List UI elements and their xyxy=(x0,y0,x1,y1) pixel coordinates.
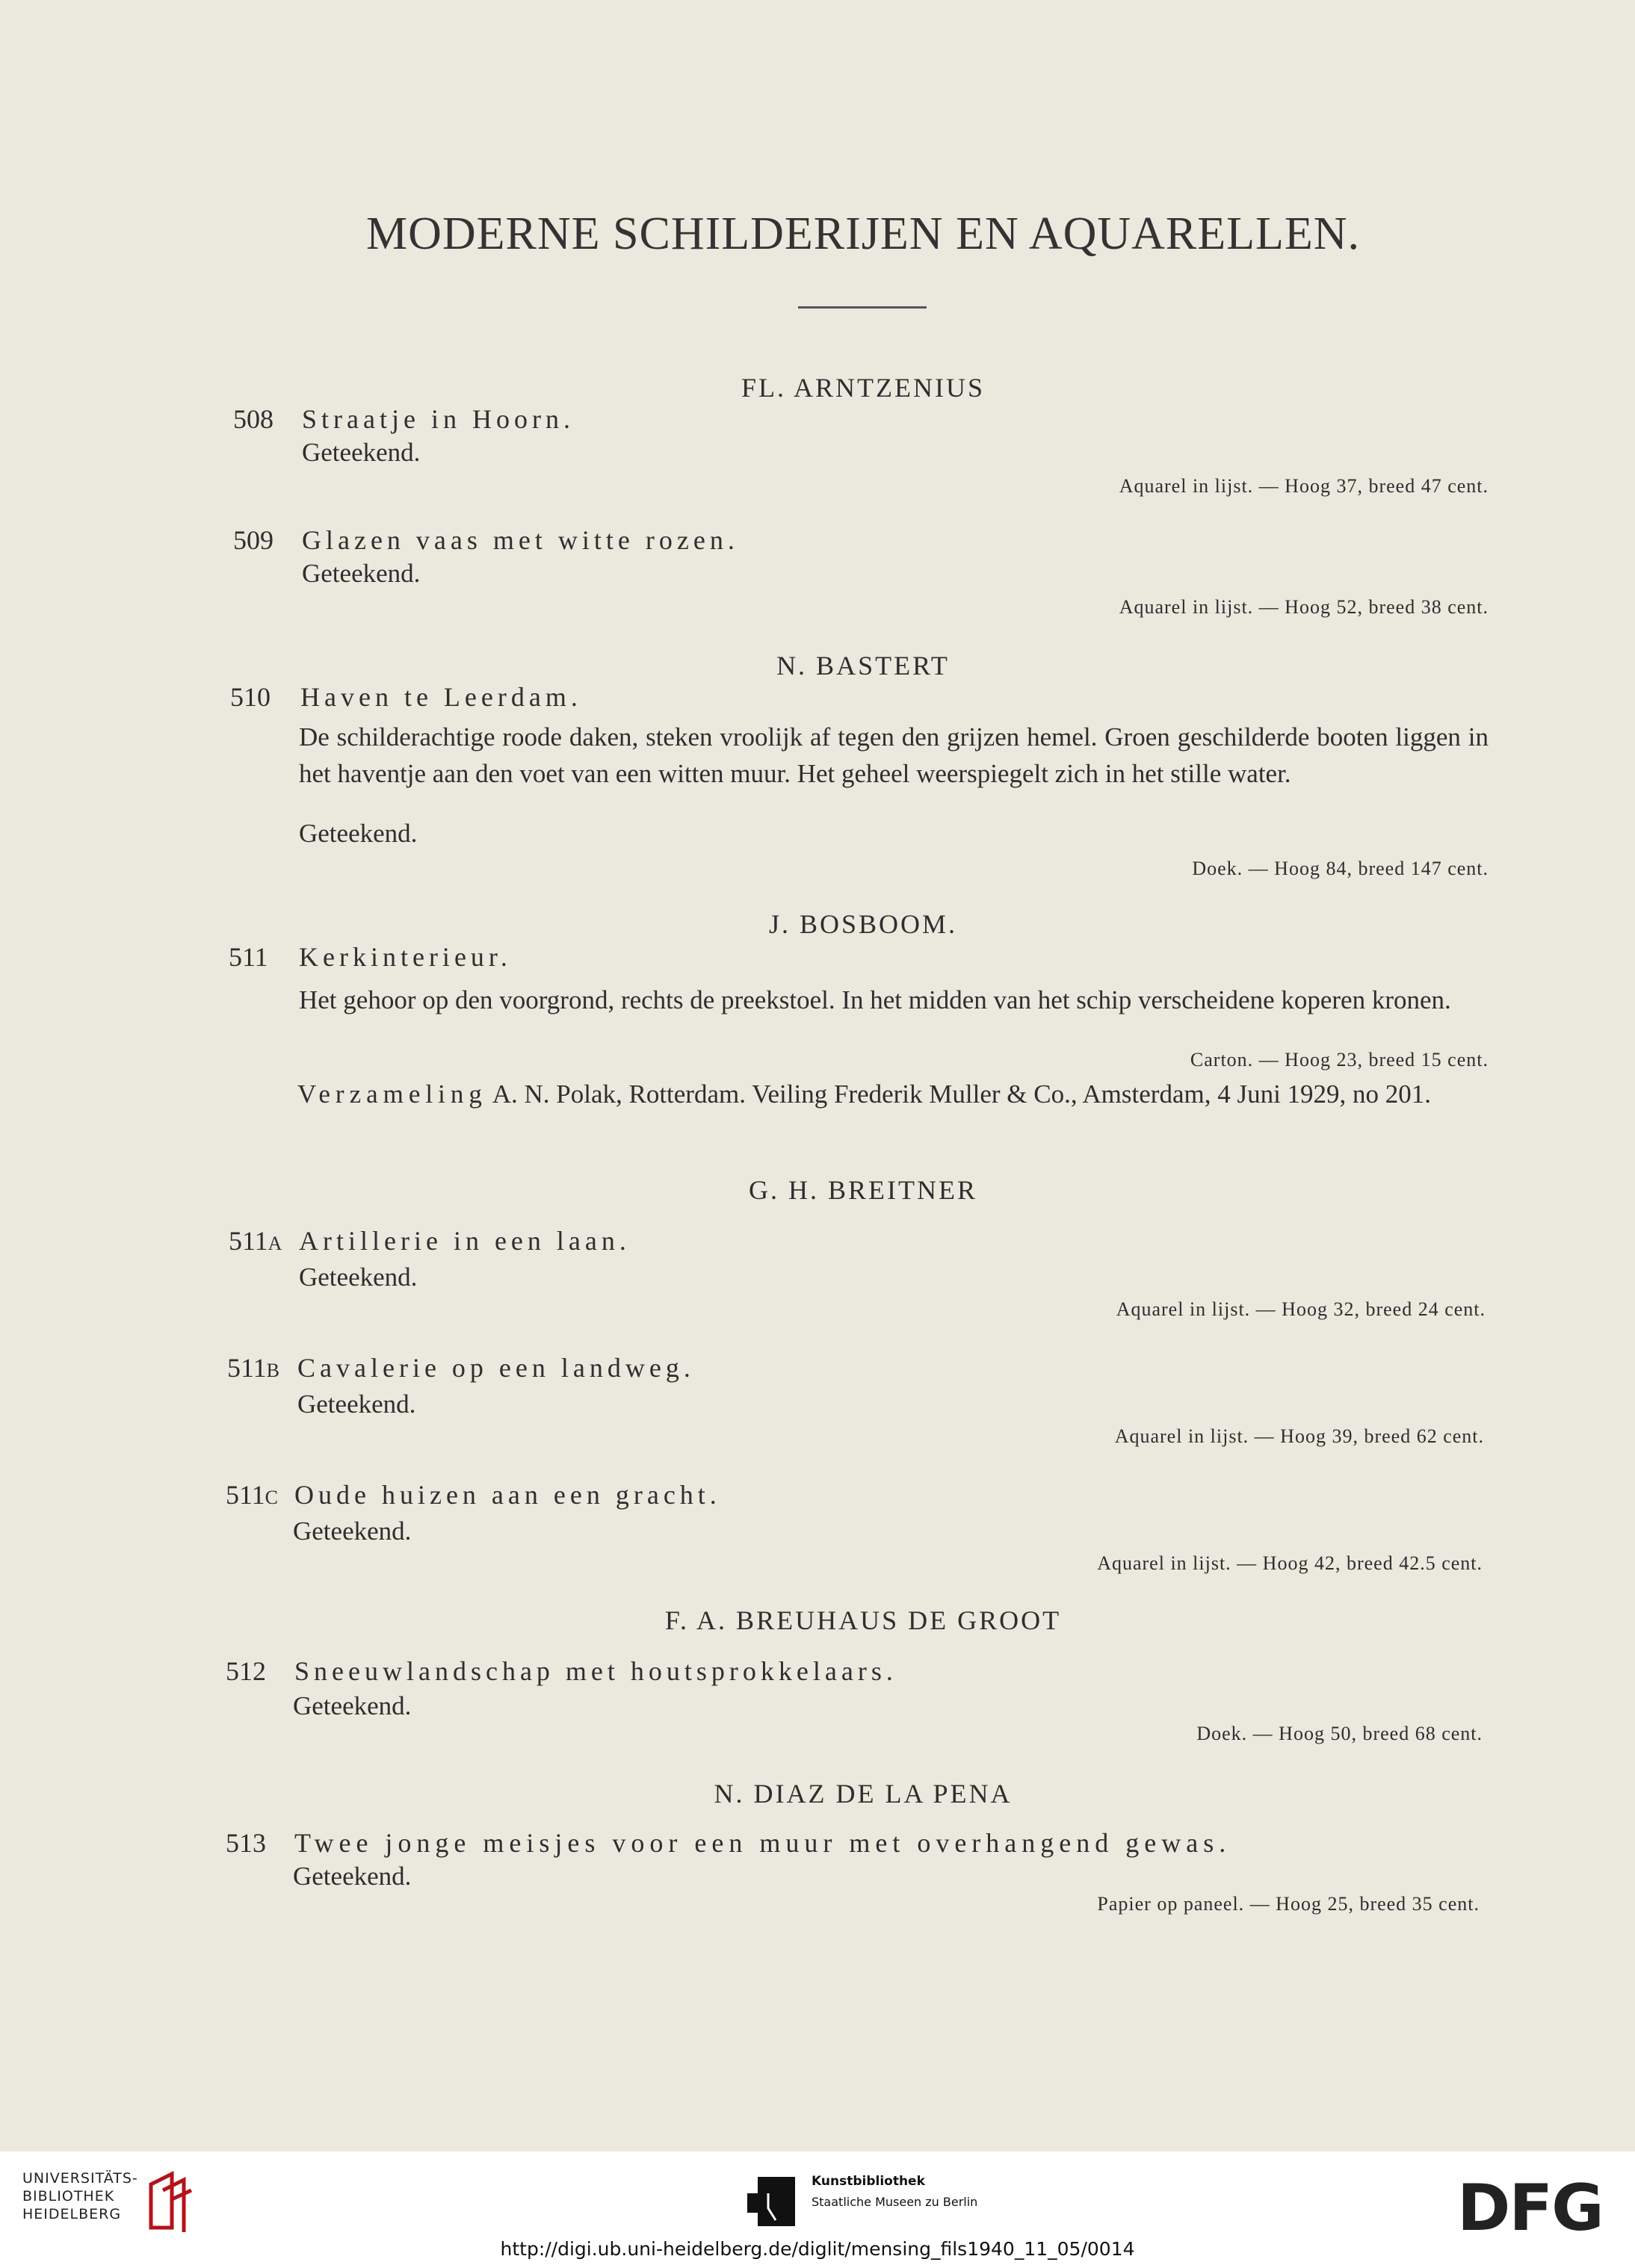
lot-signed: Geteekend. xyxy=(299,819,418,848)
lot-number: 510 xyxy=(230,682,271,712)
lot-dimensions: Papier op paneel. — Hoog 25, breed 35 cent. xyxy=(1097,1893,1480,1915)
lot-signed: Geteekend. xyxy=(299,1262,418,1292)
lot-title: Cavalerie op een landweg. xyxy=(297,1353,695,1383)
lot-signed: Geteekend. xyxy=(302,559,421,588)
kunstbibliothek-label[interactable]: Kunstbibliothek Staatliche Museen zu Berlin xyxy=(812,2174,978,2209)
lot-signed: Geteekend. xyxy=(293,1691,412,1720)
lot-number: 509 xyxy=(233,525,273,555)
lot-title: Oude huizen aan een gracht. xyxy=(294,1480,721,1510)
lot-signed: Geteekend. xyxy=(293,1516,412,1546)
lot-title: Artillerie in een laan. xyxy=(299,1226,631,1256)
title-divider xyxy=(798,306,927,309)
lot-dimensions: Doek. — Hoog 50, breed 68 cent. xyxy=(1196,1723,1483,1744)
lot-number: 513 xyxy=(226,1828,266,1858)
lot-description: Het gehoor op den voorgrond, rechts de preekstoel. In het midden van het schip verscheidene koperen kronen. xyxy=(299,985,1451,1014)
lot-dimensions: Carton. — Hoog 23, breed 15 cent. xyxy=(1190,1049,1489,1071)
kunstbibliothek-logo-icon[interactable] xyxy=(746,2174,798,2229)
lot-number: 511B xyxy=(227,1353,280,1383)
provenance-text: A. N. Polak, Rotterdam. Veiling Frederik Muller & Co., Amsterdam, 4 Juni 1929, no 201. xyxy=(492,1079,1432,1109)
lot-dimensions: Aquarel in lijst. — Hoog 32, breed 24 cent. xyxy=(1116,1298,1486,1320)
artist-heading: J. BOSBOOM. xyxy=(768,909,958,939)
lot-dimensions: Aquarel in lijst. — Hoog 52, breed 38 cent. xyxy=(1119,596,1489,618)
lot-title: Sneeuwlandschap met houtsprokkelaars. xyxy=(294,1656,897,1686)
artist-heading: FL. ARNTZENIUS xyxy=(741,373,985,403)
artist-heading: F. A. BREUHAUS DE GROOT xyxy=(664,1605,1062,1635)
lot-dimensions: Doek. — Hoog 84, breed 147 cent. xyxy=(1192,858,1489,879)
lot-title: Kerkinterieur. xyxy=(299,942,512,972)
lot-number: 508 xyxy=(233,404,273,434)
lot-dimensions: Aquarel in lijst. — Hoog 39, breed 62 cent. xyxy=(1114,1425,1484,1447)
lot-number: 511C xyxy=(226,1480,279,1510)
artist-heading: G. H. BREITNER xyxy=(749,1175,977,1205)
lot-description: De schilderachtige roode daken, steken vroolijk af tegen den grijzen hemel. Groen geschilderde booten liggen in het haventje aan den voet van een witten muur. Het geheel weerspiegelt zich in het stille water. xyxy=(299,722,1489,788)
provenance-label: Verzameling xyxy=(297,1079,487,1109)
lot-number: 511A xyxy=(229,1226,282,1256)
lot-signed: Geteekend. xyxy=(293,1862,412,1891)
university-name[interactable]: UNIVERSITÄTS- BIBLIOTHEK HEIDELBERG xyxy=(22,2170,138,2222)
page-title: MODERNE SCHILDERIJEN EN AQUARELLEN. xyxy=(365,208,1361,259)
source-url-link[interactable]: http://digi.ub.uni-heidelberg.de/diglit/mensing_fils1940_11_05/0014 xyxy=(500,2238,1135,2260)
artist-heading: N. DIAZ DE LA PENA xyxy=(714,1779,1013,1809)
lot-dimensions: Aquarel in lijst. — Hoog 37, breed 47 cent. xyxy=(1119,475,1489,497)
dfg-logo[interactable]: DFG xyxy=(1457,2171,1603,2246)
lot-provenance xyxy=(297,1076,1489,1112)
lot-number: 512 xyxy=(226,1656,266,1686)
lot-number: 511 xyxy=(229,942,268,972)
university-logo-icon[interactable] xyxy=(146,2169,194,2234)
lot-signed: Geteekend. xyxy=(297,1389,416,1419)
lot-signed: Geteekend. xyxy=(302,438,421,467)
lot-title: Straatje in Hoorn. xyxy=(302,404,575,434)
artist-heading: N. BASTERT xyxy=(776,651,950,681)
lot-dimensions: Aquarel in lijst. — Hoog 42, breed 42.5 cent. xyxy=(1097,1552,1483,1574)
lot-title: Glazen vaas met witte rozen. xyxy=(302,525,739,555)
lot-title: Twee jonge meisjes voor een muur met overhangend gewas. xyxy=(294,1828,1231,1858)
lot-title: Haven te Leerdam. xyxy=(300,682,582,712)
